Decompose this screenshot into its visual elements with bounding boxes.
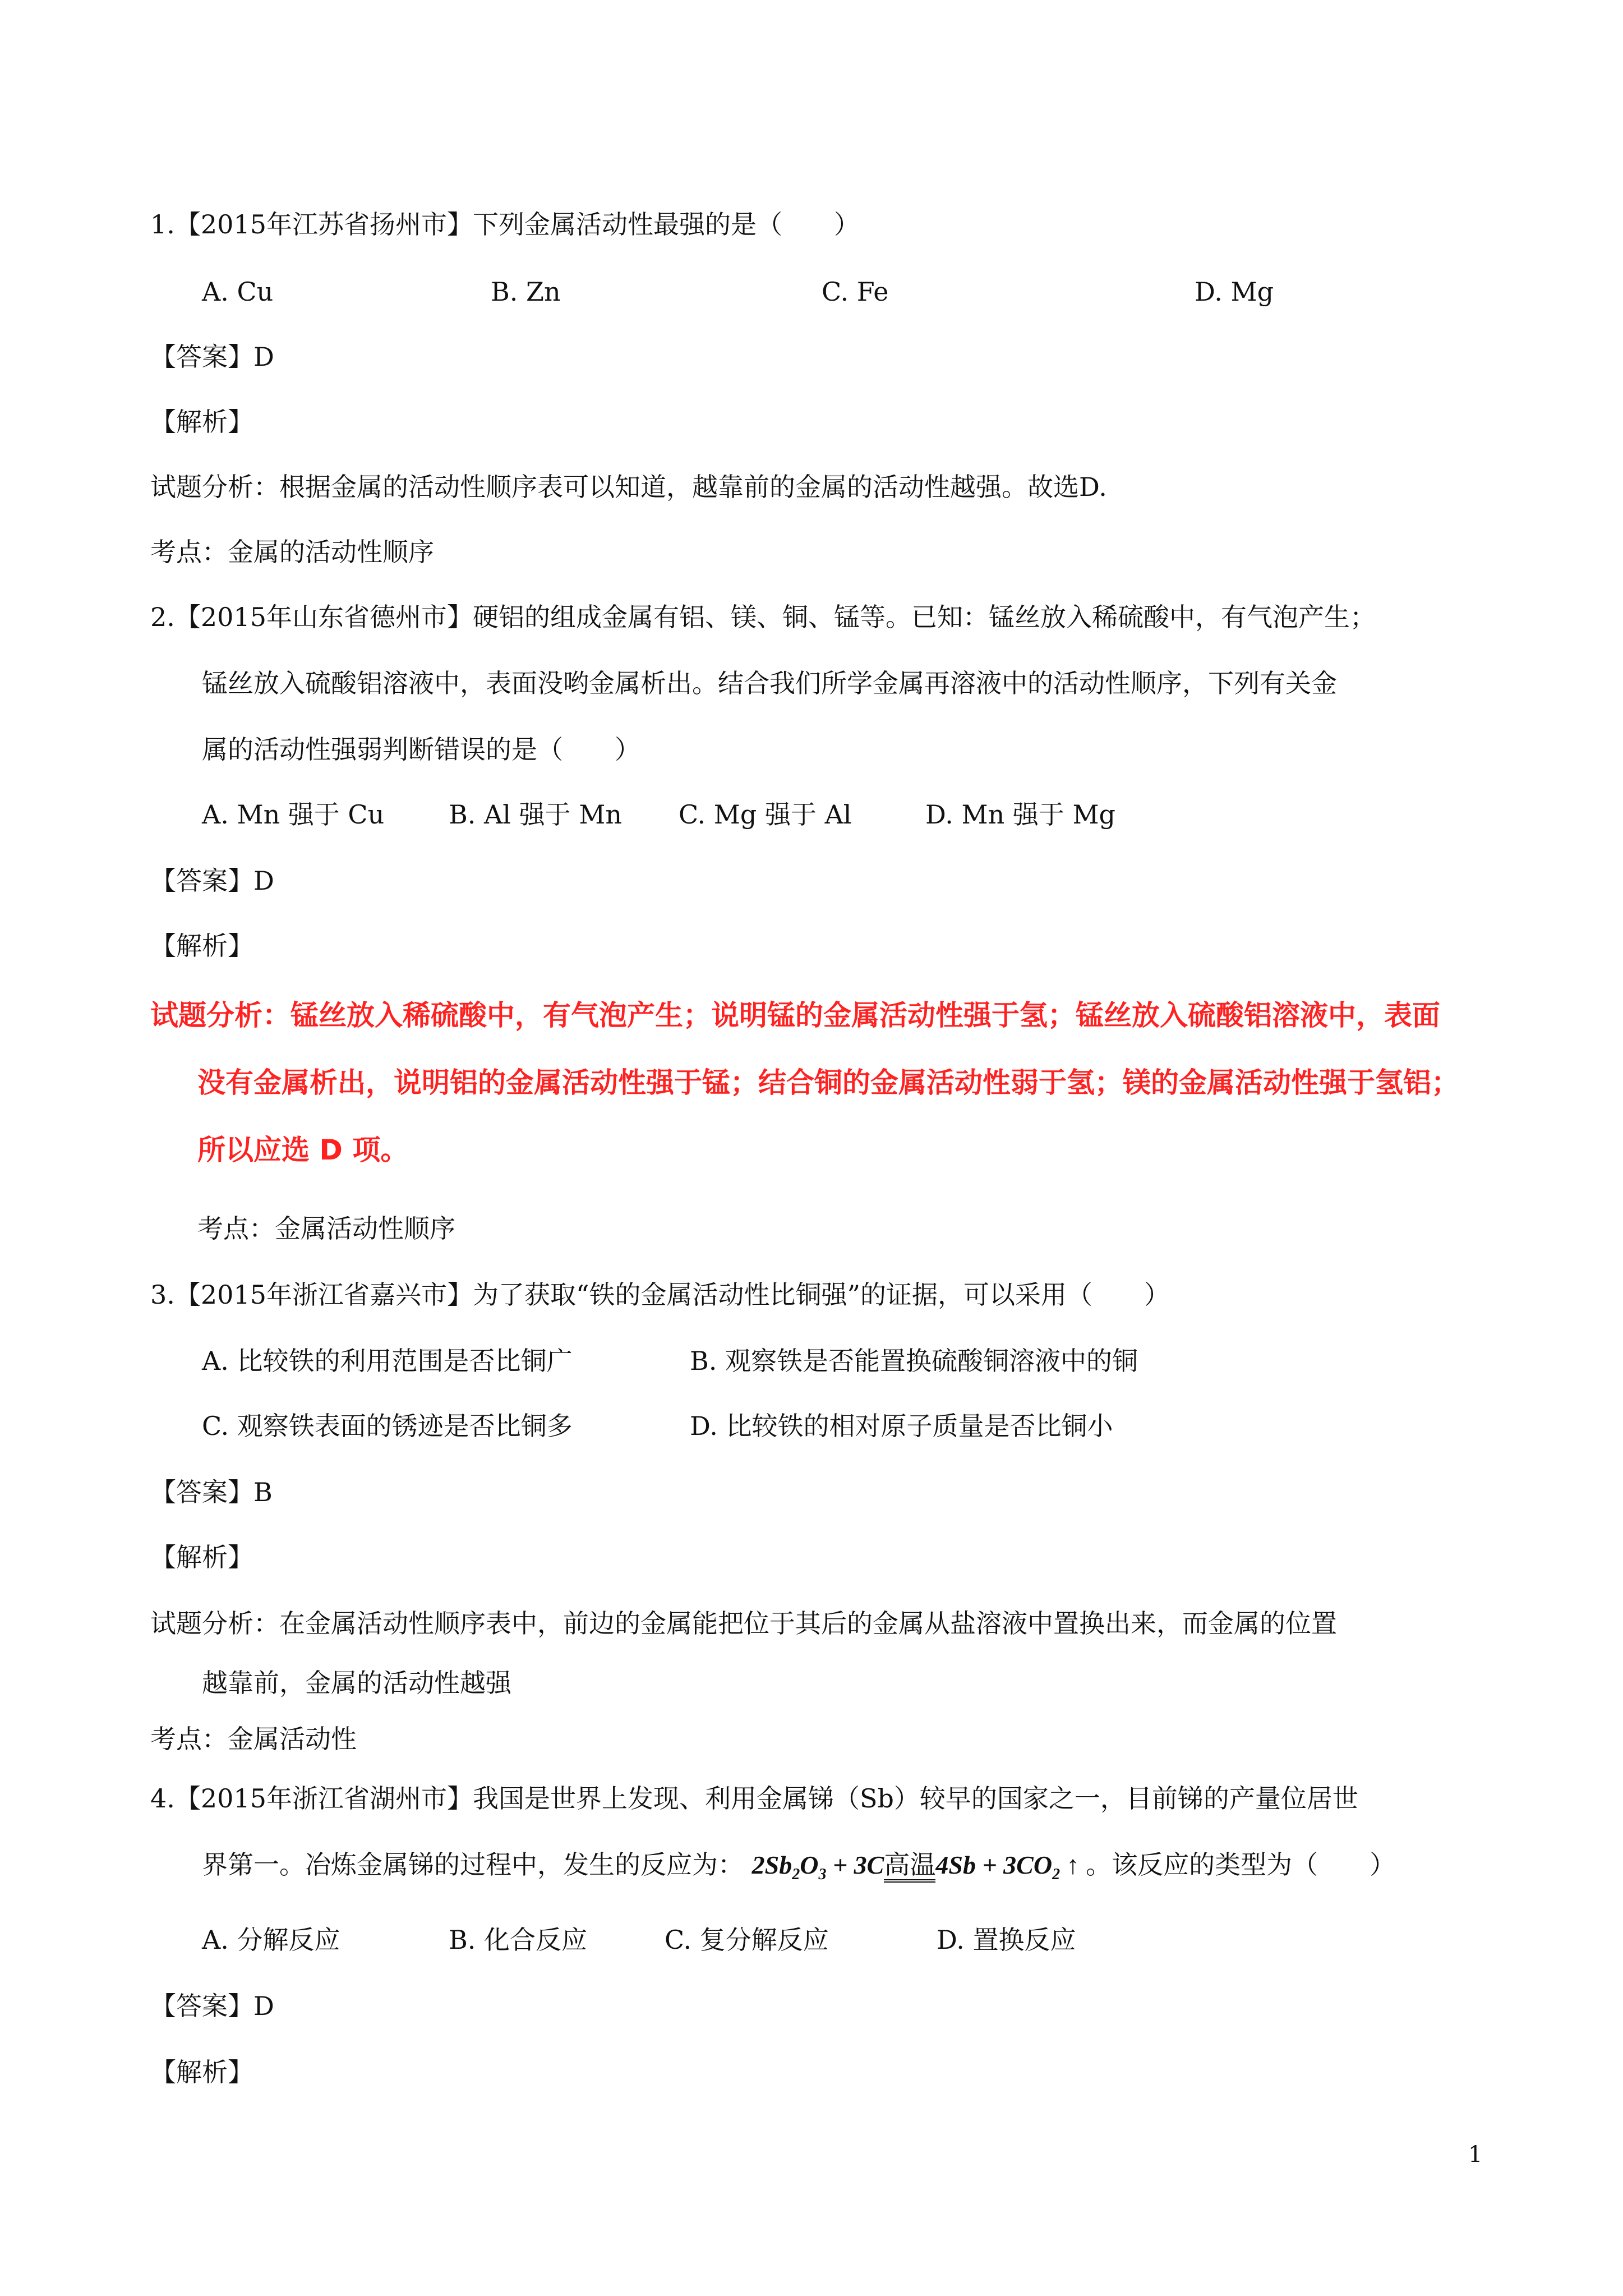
q2-analysis-line-1: 试题分析：锰丝放入稀硫酸中，有气泡产生；说明锰的金属活动性强于氢；锰丝放入硫酸铝溶液中，表面 — [150, 999, 1440, 1032]
q3-analysis-line-1: 试题分析：在金属活动性顺序表中，前边的金属能把位于其后的金属从盐溶液中置换出来，而金属的位置 — [150, 1608, 1337, 1639]
q2-stem-line-1: 2.【2015年山东省德州市】硬铝的组成金属有铝、镁、铜、锰等。已知：锰丝放入稀硫酸中，有气泡产生； — [150, 602, 1376, 632]
q4-stem-post: 。该反应的类型为（ ） — [1086, 1849, 1396, 1880]
q4-stem-line-1: 4.【2015年浙江省湖州市】我国是世界上发现、利用金属锑（Sb）较早的国家之一，目前锑的产量位居世 — [150, 1783, 1358, 1814]
q2-answer: 【答案】D — [150, 866, 274, 896]
q4-analysis-label: 【解析】 — [150, 2057, 253, 2087]
q3-option-d: D. 比较铁的相对原子质量是否比铜小 — [690, 1411, 1113, 1441]
q3-answer: 【答案】B — [150, 1477, 273, 1507]
q1-answer: 【答案】D — [150, 342, 274, 372]
q2-analysis-line-2: 没有金属析出，说明铝的金属活动性强于锰；结合铜的金属活动性弱于氢；镁的金属活动性强于氢铝； — [197, 1066, 1459, 1099]
q3-analysis-line-2: 越靠前，金属的活动性越强 — [202, 1668, 511, 1698]
q2-stem-line-3: 属的活动性强弱判断错误的是（ ） — [202, 734, 640, 765]
q4-option-c: C. 复分解反应 — [665, 1925, 829, 1955]
reaction-condition: 高温 — [884, 1851, 935, 1883]
q3-analysis-label: 【解析】 — [150, 1542, 253, 1572]
gas-arrow-icon: ↑ — [1066, 1851, 1080, 1879]
q3-option-b: B. 观察铁是否能置换硫酸铜溶液中的铜 — [690, 1346, 1138, 1376]
q1-option-c: C. Fe — [822, 277, 889, 307]
q2-point: 考点：金属活动性顺序 — [197, 1213, 455, 1244]
q1-option-b: B. Zn — [491, 277, 561, 307]
q3-stem: 3.【2015年浙江省嘉兴市】为了获取“铁的金属活动性比铜强”的证据，可以采用（ ） — [150, 1280, 1170, 1310]
q4-stem-line-2 — [202, 1848, 1395, 1892]
q4-stem-pre: 界第一。冶炼金属锑的过程中，发生的反应为： — [202, 1849, 744, 1880]
q1-option-d: D. Mg — [1195, 277, 1274, 307]
page-number: 1 — [1468, 2142, 1483, 2168]
q3-point: 考点：金属活动性 — [150, 1724, 357, 1754]
q2-analysis-label: 【解析】 — [150, 931, 253, 961]
q2-option-a: A. Mn 强于 Cu — [202, 799, 385, 830]
q2-stem-line-2: 锰丝放入硫酸铝溶液中，表面没哟金属析出。结合我们所学金属再溶液中的活动性顺序，下列有关金 — [202, 668, 1337, 698]
q2-analysis-line-3: 所以应选 D 项。 — [197, 1134, 409, 1166]
q2-option-b: B. Al 强于 Mn — [449, 799, 622, 830]
q4-option-d: D. 置换反应 — [937, 1925, 1076, 1955]
q1-option-a: A. Cu — [202, 277, 274, 307]
q1-analysis-label: 【解析】 — [150, 407, 253, 437]
q2-option-c: C. Mg 强于 Al — [679, 799, 852, 830]
q3-option-c: C. 观察铁表面的锈迹是否比铜多 — [202, 1411, 573, 1441]
chemical-equation: $2Sb_2O_3 + 3C$高温$4Sb + 3CO_2$ ↑ — [751, 1851, 1080, 1884]
q1-point: 考点：金属的活动性顺序 — [150, 537, 434, 567]
q1-stem: 1.【2015年江苏省扬州市】下列金属活动性最强的是（ ） — [150, 209, 860, 240]
q4-option-a: A. 分解反应 — [202, 1925, 340, 1955]
q2-option-d: D. Mn 强于 Mg — [925, 799, 1116, 830]
q1-analysis: 试题分析：根据金属的活动性顺序表可以知道，越靠前的金属的活动性越强。故选D. — [150, 472, 1107, 502]
q4-option-b: B. 化合反应 — [449, 1925, 588, 1955]
q4-answer: 【答案】D — [150, 1991, 274, 2021]
q3-option-a: A. 比较铁的利用范围是否比铜广 — [202, 1346, 573, 1376]
